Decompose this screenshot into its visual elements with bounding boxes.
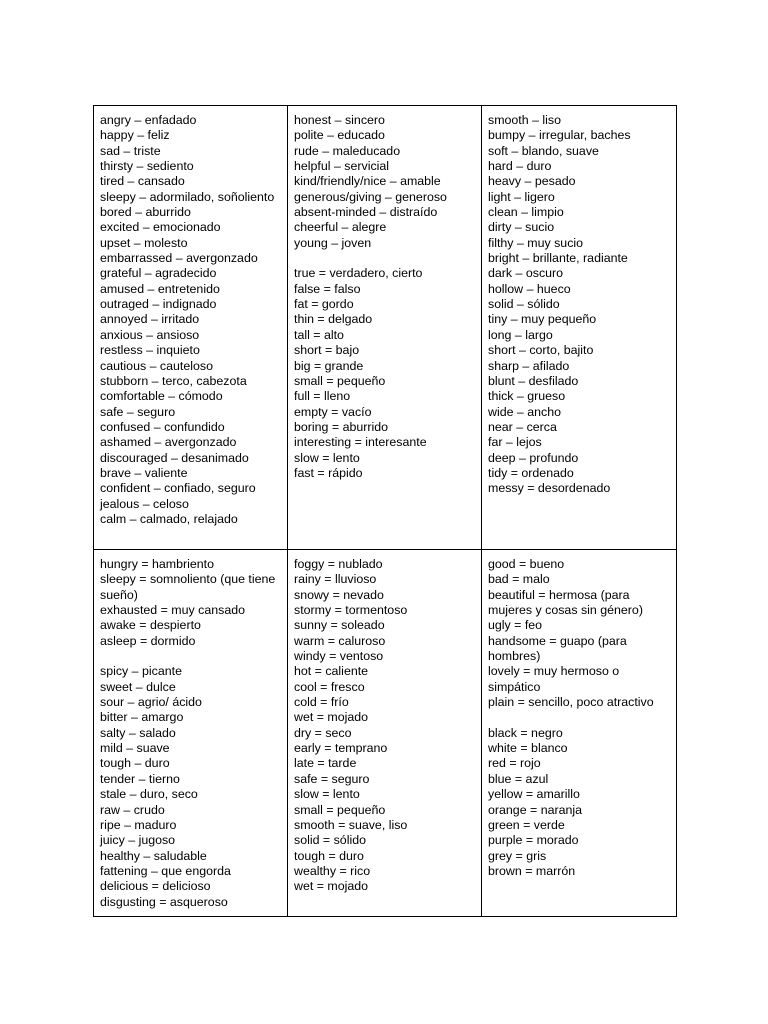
vocab-entry: confident – confiado, seguro	[100, 481, 256, 496]
vocab-entry: bright – brillante, radiante	[488, 251, 628, 266]
group-spacer	[488, 710, 670, 725]
vocab-entry: sharp – afilado	[488, 358, 570, 373]
vocab-entry: heavy – pesado	[488, 174, 576, 189]
vocab-entry: near – cerca	[488, 419, 557, 434]
vocab-entry: late = tarde	[294, 756, 357, 771]
vocab-entry: big = grande	[294, 358, 364, 373]
vocab-entry: ripe – maduro	[100, 817, 177, 832]
vocab-entry: foggy = nublado	[294, 557, 383, 571]
vocab-entry: thick – grueso	[488, 389, 566, 404]
vocab-entry: restless – inquieto	[100, 343, 200, 358]
vocab-entry: wide – ancho	[488, 404, 562, 419]
vocab-entry: slow = lento	[294, 450, 360, 465]
vocab-entry: thin = delgado	[294, 312, 373, 327]
vocab-entry: bad = malo	[488, 572, 550, 587]
vocab-entry: tough – duro	[100, 756, 170, 771]
vocab-entry: mild – suave	[100, 741, 170, 756]
vocab-entry: wet = mojado	[294, 879, 369, 894]
vocab-cell-states-tastes	[94, 550, 288, 916]
vocab-entry: hot = caliente	[294, 664, 369, 679]
vocab-entry: bitter – amargo	[100, 710, 184, 725]
vocab-entry: honest – sincero	[294, 113, 385, 127]
vocab-entry: young – joven	[294, 235, 372, 250]
vocab-entry: snowy = nevado	[294, 587, 384, 602]
vocab-entry: ugly = feo	[488, 618, 543, 633]
vocab-entry: brave – valiente	[100, 465, 188, 480]
vocabulary-table	[93, 105, 677, 917]
vocab-entry: absent-minded – distraído	[294, 205, 438, 220]
vocab-entry: kind/friendly/nice – amable	[294, 174, 441, 189]
vocab-entry: angry – enfadado	[100, 113, 197, 127]
vocab-entry: excited – emocionado	[100, 220, 221, 235]
vocab-cell-textures-sizes	[482, 106, 676, 550]
vocab-entry: tender – tierno	[100, 771, 180, 786]
vocab-entry: solid = sólido	[294, 833, 366, 848]
vocab-entry: true = verdadero, cierto	[294, 266, 423, 281]
vocab-entry: handsome = guapo (para hombres)	[488, 633, 627, 664]
vocab-entry: soft – blando, suave	[488, 143, 599, 158]
vocab-cell-appearance-colors	[482, 550, 676, 916]
vocab-entry: cautious – cauteloso	[100, 358, 213, 373]
vocab-entry: jealous – celoso	[100, 496, 189, 511]
vocab-entry: cool = fresco	[294, 679, 365, 694]
vocab-entry: solid – sólido	[488, 297, 560, 312]
vocab-entry: disgusting = asqueroso	[100, 894, 228, 909]
vocab-entry: plain = sencillo, poco atractivo	[488, 695, 654, 710]
vocab-entry: orange = naranja	[488, 802, 583, 817]
vocab-entry: rude – maleducado	[294, 143, 401, 158]
vocab-entry: outraged – indignado	[100, 297, 217, 312]
vocab-entry: awake = despierto	[100, 618, 201, 633]
vocab-entry: small = pequeño	[294, 373, 386, 388]
vocab-entry: brown = marrón	[488, 863, 576, 878]
vocab-entry: cheerful – alegre	[294, 220, 387, 235]
vocab-entry: purple = morado	[488, 833, 579, 848]
vocab-entry: white = blanco	[488, 741, 568, 756]
vocab-entry: wet = mojado	[294, 710, 369, 725]
vocab-entry: empty = vacío	[294, 404, 372, 419]
vocab-entry: good = bueno	[488, 557, 565, 571]
vocab-entry: sleepy = somnoliento (que tiene sueño)	[100, 572, 276, 602]
vocab-entry: dirty – sucio	[488, 220, 555, 235]
vocab-entry: safe – seguro	[100, 404, 176, 419]
vocab-entry: red = rojo	[488, 756, 541, 771]
vocab-entry: generous/giving – generoso	[294, 189, 447, 204]
vocab-entry: fattening – que engorda	[100, 863, 231, 878]
vocab-entry: salty – salado	[100, 725, 176, 740]
vocab-entry: beautiful = hermosa (para mujeres y cosas sin género)	[488, 587, 643, 618]
vocab-entry: false = falso	[294, 281, 361, 296]
vocab-entry: sweet – dulce	[100, 679, 176, 694]
vocab-entry: hard – duro	[488, 159, 552, 174]
vocab-entry: long – largo	[488, 327, 553, 342]
vocab-entry: light – ligero	[488, 189, 555, 204]
vocab-entry: fast = rápido	[294, 465, 363, 480]
vocab-entry: tired – cansado	[100, 174, 185, 189]
vocab-entry: short = bajo	[294, 343, 360, 358]
vocab-entry: polite – educado	[294, 128, 385, 143]
vocab-entry: blunt – desfilado	[488, 373, 579, 388]
vocab-entry: happy – feliz	[100, 128, 170, 143]
vocab-entry: blue = azul	[488, 771, 549, 786]
vocab-entry: smooth = suave, liso	[294, 817, 408, 832]
vocab-entry: tall = alto	[294, 327, 344, 342]
vocab-entry: juicy – jugoso	[100, 833, 176, 848]
vocab-entry: asleep = dormido	[100, 633, 196, 648]
group-spacer	[294, 251, 475, 266]
vocab-entry: safe = seguro	[294, 771, 370, 786]
vocab-entry: sleepy – adormilado, soñoliento	[100, 189, 275, 204]
vocab-entry: tough = duro	[294, 848, 364, 863]
vocab-entry: embarrassed – avergonzado	[100, 251, 258, 266]
vocab-entry: far – lejos	[488, 435, 542, 450]
vocab-entry: healthy – saludable	[100, 848, 207, 863]
vocab-entry: thirsty – sediento	[100, 159, 194, 174]
vocab-entry: short – corto, bajito	[488, 343, 594, 358]
vocab-entry: black = negro	[488, 725, 563, 740]
vocab-entry: green = verde	[488, 817, 565, 832]
vocab-cell-weather	[288, 550, 482, 916]
vocab-entry: lovely = muy hermoso o simpático	[488, 664, 620, 694]
vocab-entry: anxious – ansioso	[100, 327, 200, 342]
vocab-entry: dark – oscuro	[488, 266, 564, 281]
vocab-entry: warm = caluroso	[294, 633, 386, 648]
vocab-entry: cold = frío	[294, 695, 349, 710]
vocab-entry: sad – triste	[100, 143, 161, 158]
vocab-entry: messy = desordenado	[488, 481, 611, 496]
vocab-entry: helpful – servicial	[294, 159, 390, 174]
vocab-entry: discouraged – desanimado	[100, 450, 249, 465]
vocab-entry: raw – crudo	[100, 802, 165, 817]
vocab-entry: sunny = soleado	[294, 618, 385, 633]
vocab-entry: grateful – agradecido	[100, 266, 217, 281]
vocab-cell-feelings	[94, 106, 288, 550]
vocab-cell-personality-opposites	[288, 106, 482, 550]
vocab-entry: interesting = interesante	[294, 435, 427, 450]
vocab-entry: clean – limpio	[488, 205, 564, 220]
vocab-entry: spicy – picante	[100, 664, 182, 679]
vocab-entry: yellow = amarillo	[488, 787, 580, 802]
vocab-entry: bumpy – irregular, baches	[488, 128, 631, 143]
vocab-entry: small = pequeño	[294, 802, 386, 817]
vocab-entry: stale – duro, seco	[100, 787, 198, 802]
vocab-entry: rainy = lluvioso	[294, 572, 377, 587]
vocab-entry: bored – aburrido	[100, 205, 191, 220]
vocab-entry: hungry = hambriento	[100, 557, 214, 571]
vocab-entry: tidy = ordenado	[488, 465, 574, 480]
vocab-entry: windy = ventoso	[294, 649, 384, 664]
vocab-entry: wealthy = rico	[294, 863, 371, 878]
vocab-entry: delicious = delicioso	[100, 879, 211, 894]
vocab-entry: stormy = tormentoso	[294, 603, 408, 618]
vocab-entry: upset – molesto	[100, 235, 188, 250]
vocab-entry: fat = gordo	[294, 297, 354, 312]
group-spacer	[100, 649, 281, 664]
vocab-entry: smooth – liso	[488, 113, 562, 127]
vocab-entry: filthy – muy sucio	[488, 235, 584, 250]
vocab-entry: grey = gris	[488, 848, 547, 863]
vocab-entry: tiny – muy pequeño	[488, 312, 597, 327]
vocab-entry: dry = seco	[294, 725, 352, 740]
vocab-entry: boring = aburrido	[294, 419, 389, 434]
vocab-entry: confused – confundido	[100, 419, 225, 434]
vocab-entry: sour – agrio/ ácido	[100, 695, 202, 710]
vocab-entry: annoyed – irritado	[100, 312, 200, 327]
vocab-entry: slow = lento	[294, 787, 360, 802]
vocab-entry: comfortable – cómodo	[100, 389, 223, 404]
vocab-entry: exhausted = muy cansado	[100, 603, 245, 618]
vocab-entry: deep – profundo	[488, 450, 579, 465]
vocab-entry: early = temprano	[294, 741, 388, 756]
vocab-entry: ashamed – avergonzado	[100, 435, 237, 450]
vocab-entry: stubborn – terco, cabezota	[100, 373, 247, 388]
vocab-entry: calm – calmado, relajado	[100, 511, 238, 526]
vocab-entry: amused – entretenido	[100, 281, 220, 296]
vocab-entry: hollow – hueco	[488, 281, 571, 296]
vocab-entry: full = lleno	[294, 389, 351, 404]
